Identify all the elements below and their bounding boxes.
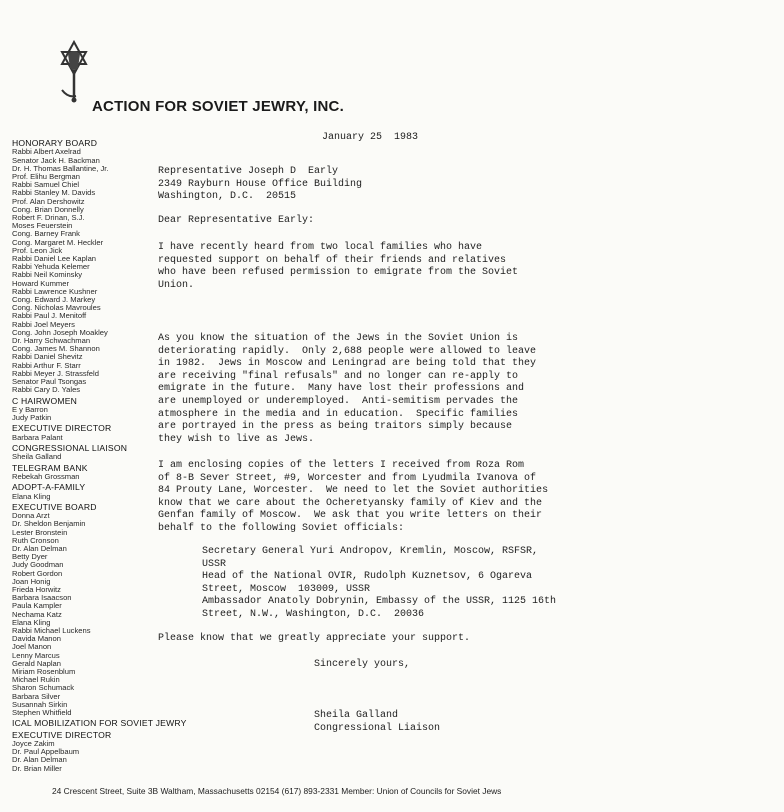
sidebar-member-name: Sharon Schumack bbox=[12, 683, 75, 693]
sidebar-member-name: Barbara Palant bbox=[12, 432, 63, 442]
paragraph-line: are unemployed or underemployed. Anti-semitism pervades the bbox=[158, 395, 519, 407]
official-line: Secretary General Yuri Andropov, Kremlin, Moscow, RSFSR, bbox=[202, 546, 539, 557]
paragraph-line: requested support on behalf of their friends and relatives bbox=[158, 254, 507, 266]
paragraph-line: of 8-B Sever Street, #9, Worcester and from Lyudmila Ivanova of bbox=[158, 472, 537, 484]
sidebar-member-name: Susannah Sirkin bbox=[12, 699, 68, 709]
paragraph-line: know that we care about the Ocheretyansky family of Kiev and the bbox=[158, 497, 543, 509]
paragraph-line: Genfan family of Moscow. We ask that you write letters on their bbox=[158, 510, 543, 522]
sidebar-member-name: Joel Manon bbox=[12, 642, 52, 652]
paragraph-line: Please know that we greatly appreciate your support. bbox=[158, 633, 471, 644]
sidebar-member-name: Elana Kling bbox=[12, 491, 51, 501]
sidebar-section bbox=[12, 464, 162, 482]
sidebar-section bbox=[12, 503, 162, 717]
paragraph-4 bbox=[158, 633, 628, 646]
sidebar-member-name: Ruth Cronson bbox=[12, 535, 59, 545]
sidebar-member-name: Cong. Edward J. Markey bbox=[12, 295, 96, 305]
sidebar-section bbox=[12, 483, 162, 501]
sidebar-member-name: Dr. Alan Delman bbox=[12, 755, 67, 765]
sidebar-member-name: Stephen Whitfield bbox=[12, 708, 72, 718]
sidebar-member-name: Lenny Marcus bbox=[12, 650, 60, 660]
paragraph-line: deteriorating rapidly. Only 2,688 people were allowed to leave bbox=[158, 345, 537, 357]
salutation-text: Dear Representative Early: bbox=[158, 215, 315, 226]
sidebar-member-name: Moses Feuerstein bbox=[12, 221, 73, 231]
sidebar-member-name: Prof. Leon Jick bbox=[12, 245, 63, 255]
paragraph-line: As you know the situation of the Jews in the Soviet Union is bbox=[158, 333, 519, 344]
sidebar-member-name: Judy Goodman bbox=[12, 560, 64, 570]
official-line: Ambassador Anatoly Dobrynin, Embassy of the USSR, 1125 16th bbox=[202, 596, 557, 608]
sidebar-section-heading: ADOPT-A-FAMILY bbox=[12, 482, 86, 493]
sidebar-member-name: Cong. Margaret M. Heckler bbox=[12, 237, 104, 247]
sidebar-member-name: Cong. John Joseph Moakley bbox=[12, 327, 108, 337]
sidebar-section-heading: CONGRESSIONAL LIAISON bbox=[12, 442, 128, 453]
address-line: Representative Joseph D Early bbox=[158, 166, 339, 177]
paragraph-line: emigrate in the future. Many have lost their professions and bbox=[158, 383, 525, 395]
sidebar-member-name: Rabbi Lawrence Kushner bbox=[12, 286, 98, 296]
sidebar-member-name: Gerald Naplan bbox=[12, 658, 61, 668]
sidebar-member-name: Davida Manon bbox=[12, 634, 61, 644]
paragraph-2 bbox=[158, 333, 628, 446]
sidebar-member-name: Paula Kampler bbox=[12, 601, 62, 611]
sidebar-member-name: Dr. Alan Delman bbox=[12, 543, 67, 553]
sidebar-member-name: Senator Paul Tsongas bbox=[12, 377, 87, 387]
sidebar-member-name: Dr. Sheldon Benjamin bbox=[12, 519, 86, 529]
sidebar-member-name: Joyce Zakim bbox=[12, 739, 55, 749]
sidebar-member-name: Cong. Nicholas Mavroules bbox=[12, 303, 101, 313]
sidebar-section-heading: C HAIRWOMEN bbox=[12, 395, 78, 406]
sidebar-section-heading: EXECUTIVE DIRECTOR bbox=[12, 423, 112, 434]
salutation bbox=[158, 215, 628, 228]
paragraph-line: Union. bbox=[158, 279, 195, 291]
paragraph-line: are portrayed in the press as being traitors simply because bbox=[158, 421, 513, 433]
paragraph-line: are receiving "final refusals" and no longer can re-apply to bbox=[158, 370, 519, 382]
signer-name: Sheila Galland bbox=[314, 710, 399, 721]
official-line: Street, N.W., Washington, D.C. 20036 bbox=[202, 608, 425, 620]
sidebar-member-name: Dr. H. Thomas Ballantine, Jr. bbox=[12, 163, 109, 173]
sidebar-member-name: Rabbi Meyer J. Strassfeld bbox=[12, 368, 99, 378]
paragraph-line: I have recently heard from two local families who have bbox=[158, 242, 483, 253]
sidebar-member-name: Rabbi Paul J. Menitoff bbox=[12, 311, 87, 321]
sidebar-member-name: Frieda Horwitz bbox=[12, 584, 61, 594]
sidebar-section-heading: EXECUTIVE BOARD bbox=[12, 501, 97, 512]
sidebar-member-name: Prof. Alan Dershowitz bbox=[12, 196, 85, 206]
sidebar-member-name: Lester Bronstein bbox=[12, 527, 68, 537]
sidebar-member-name: Rebekah Grossman bbox=[12, 471, 80, 481]
letter-date: January 25 1983 bbox=[322, 132, 419, 143]
sidebar-member-name: Rabbi Daniel Lee Kaplan bbox=[12, 254, 97, 264]
sidebar-section bbox=[12, 139, 162, 395]
officials-list bbox=[158, 546, 672, 622]
sidebar-member-name: Barbara Silver bbox=[12, 691, 61, 701]
sidebar-member-name: Rabbi Stanley M. Davids bbox=[12, 188, 96, 198]
sidebar-section bbox=[12, 444, 162, 462]
sidebar-member-name: Nechama Katz bbox=[12, 609, 62, 619]
sidebar-member-name: Elana Kling bbox=[12, 617, 51, 627]
paragraph-line: I am enclosing copies of the letters I received from Roza Rom bbox=[158, 460, 525, 471]
sidebar-section-heading: TELEGRAM BANK bbox=[12, 462, 88, 473]
paragraph-line: behalf to the following Soviet officials: bbox=[158, 522, 405, 534]
sidebar-member-name: Judy Patkin bbox=[12, 413, 52, 423]
sidebar-member-name: Rabbi Albert Axelrad bbox=[12, 147, 81, 157]
paragraph-line: atmosphere in the media and in education. Specific families bbox=[158, 408, 519, 420]
sidebar-member-name: Rabbi Yehuda Kelemer bbox=[12, 262, 90, 272]
address-line: Washington, D.C. 20515 bbox=[158, 191, 297, 203]
sidebar-member-name: Cong. Barney Frank bbox=[12, 229, 80, 239]
sidebar-member-name: Dr. Brian Miller bbox=[12, 763, 62, 773]
sidebar-member-name: Betty Dyer bbox=[12, 552, 48, 562]
sidebar-member-name: Sheila Galland bbox=[12, 452, 62, 462]
sidebar-member-name: Dr. Paul Appelbaum bbox=[12, 747, 80, 757]
paragraph-line: who have been refused permission to emigrate from the Soviet bbox=[158, 267, 519, 279]
signer-title: Congressional Liaison bbox=[314, 722, 441, 734]
paragraph-3 bbox=[158, 460, 628, 536]
organization-logo-icon bbox=[48, 40, 100, 104]
sidebar-section-heading: EXECUTIVE DIRECTOR bbox=[12, 729, 112, 740]
sidebar-member-name: Rabbi Daniel Shevitz bbox=[12, 352, 83, 362]
sidebar-member-name: Barbara Isaacson bbox=[12, 593, 72, 603]
sidebar-member-name: Cong. Brian Donnelly bbox=[12, 204, 84, 214]
sidebar-section bbox=[12, 731, 162, 773]
paragraph-1 bbox=[158, 242, 628, 292]
sidebar-section-heading: HONORARY BOARD bbox=[12, 138, 98, 148]
organization-name: ACTION FOR SOVIET JEWRY, INC. bbox=[92, 98, 344, 115]
sidebar-member-name: Rabbi Michael Luckens bbox=[12, 626, 91, 635]
address-line: 2349 Rayburn House Office Building bbox=[158, 178, 363, 190]
official-line: Street, Moscow 103009, USSR bbox=[202, 583, 371, 595]
sidebar-member-name: E y Barron bbox=[12, 404, 48, 414]
sidebar-section bbox=[12, 424, 162, 442]
paragraph-line: they wish to live as Jews. bbox=[158, 433, 315, 445]
sidebar-member-name: Miriam Rosenblum bbox=[12, 667, 76, 677]
sidebar-member-name: Prof. Elihu Bergman bbox=[12, 172, 80, 182]
sidebar-member-name: Robert F. Drinan, S.J. bbox=[12, 213, 85, 223]
sidebar-section bbox=[12, 397, 162, 423]
sidebar-member-name: Donna Arzt bbox=[12, 511, 50, 521]
sidebar-member-name: Dr. Harry Schwachman bbox=[12, 336, 91, 346]
sidebar-section bbox=[12, 718, 187, 729]
letterhead-footer: 24 Crescent Street, Suite 3B Waltham, Massachusetts 02154 (617) 893-2331 Member: Union of Councils for Soviet Jews bbox=[52, 786, 502, 796]
sidebar-member-name: Joan Honig bbox=[12, 576, 51, 586]
official-line: USSR bbox=[202, 558, 227, 570]
sidebar-member-name: Cong. James M. Shannon bbox=[12, 344, 100, 354]
sidebar-member-name: Michael Rukin bbox=[12, 675, 60, 685]
recipient-address bbox=[158, 166, 628, 204]
sidebar-member-name: Rabbi Joel Meyers bbox=[12, 319, 75, 329]
sidebar-member-name: Rabbi Neil Kominsky bbox=[12, 270, 83, 280]
sidebar-member-name: Rabbi Samuel Chiel bbox=[12, 180, 80, 190]
paragraph-line: in 1982. Jews in Moscow and Leningrad are being told that they bbox=[158, 358, 537, 370]
closing-text: Sincerely yours, bbox=[314, 659, 411, 670]
signature-block bbox=[314, 710, 784, 735]
sidebar-member-name: Rabbi Arthur F. Starr bbox=[12, 360, 81, 370]
paragraph-line: 84 Prouty Lane, Worcester. We need to let the Soviet authorities bbox=[158, 485, 549, 497]
sidebar-member-name: Senator Jack H. Backman bbox=[12, 155, 100, 165]
sidebar-member-name: Robert Gordon bbox=[12, 568, 63, 578]
sidebar-member-name: Howard Kummer bbox=[12, 278, 69, 288]
official-line: Head of the National OVIR, Rudolph Kuznetsov, 6 Ogareva bbox=[202, 571, 533, 583]
sidebar-section-heading: ICAL MOBILIZATION FOR SOVIET JEWRY bbox=[12, 718, 187, 729]
sidebar-member-name: Rabbi Cary D. Yales bbox=[12, 385, 81, 395]
closing bbox=[314, 659, 784, 672]
